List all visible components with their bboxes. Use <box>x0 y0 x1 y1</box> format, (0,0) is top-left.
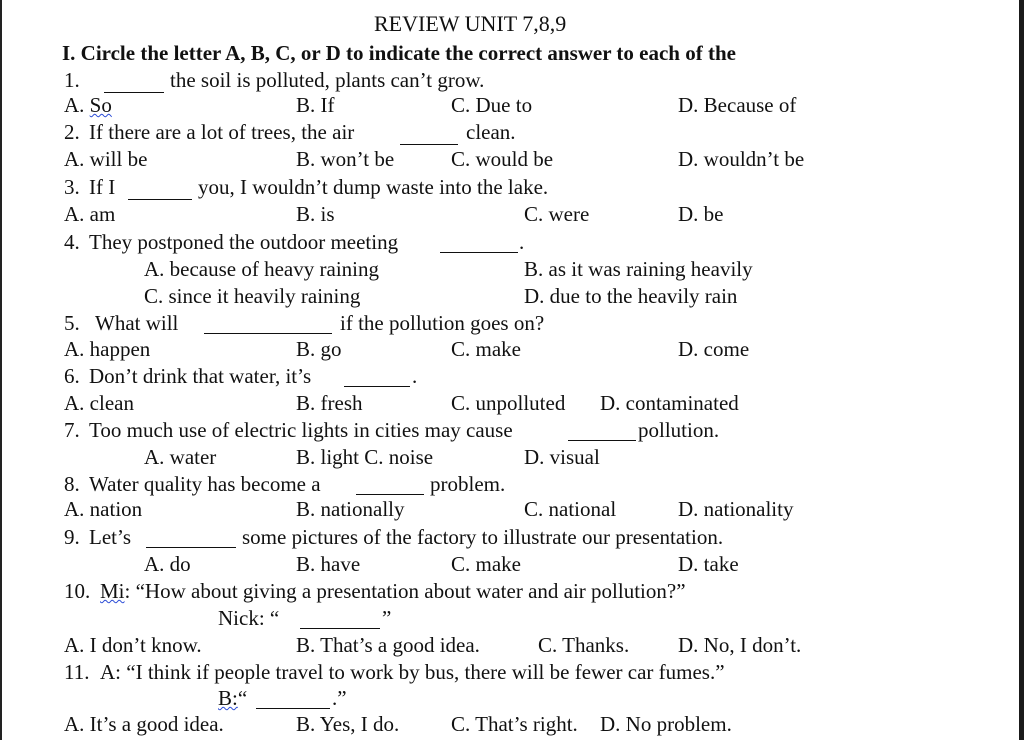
q5-text-before: What will <box>95 311 179 335</box>
q4-text-after: . <box>519 230 525 254</box>
q8-option-d[interactable]: D. nationality <box>678 497 794 521</box>
q8-text-before: Water quality has become a <box>89 472 321 496</box>
q4-number: 4. <box>64 230 80 254</box>
q2-blank[interactable] <box>400 144 458 145</box>
q2-number: 2. <box>64 120 80 144</box>
q6-option-a[interactable]: A. clean <box>64 391 134 415</box>
q5-number: 5. <box>64 311 80 335</box>
q8-blank[interactable] <box>356 494 424 495</box>
q2-option-b[interactable]: B. won’t be <box>296 147 395 171</box>
q6-blank[interactable] <box>344 386 410 387</box>
right-border <box>1019 0 1024 740</box>
q11-number: 11. <box>64 660 90 684</box>
q10-option-c[interactable]: C. Thanks. <box>538 633 630 657</box>
q1-option-a[interactable]: A. So <box>64 93 112 117</box>
q9-option-d[interactable]: D. take <box>678 552 739 576</box>
q1-option-c[interactable]: C. Due to <box>451 93 533 117</box>
q11-option-c[interactable]: C. That’s right. <box>451 712 578 736</box>
q11-close-quote: .” <box>332 686 347 710</box>
q10-line1: Mi: “How about giving a presentation about water and air pollution?” <box>100 579 686 603</box>
q4-option-c[interactable]: C. since it heavily raining <box>144 284 361 308</box>
q6-option-b[interactable]: B. fresh <box>296 391 363 415</box>
q10-option-a[interactable]: A. I don’t know. <box>64 633 202 657</box>
q7-text-before: Too much use of electric lights in cities may cause <box>89 418 513 442</box>
q2-text-before: If there are a lot of trees, the air <box>89 120 355 144</box>
q9-text-before: Let’s <box>89 525 131 549</box>
q8-option-c[interactable]: C. national <box>524 497 617 521</box>
q1-text-after: the soil is polluted, plants can’t grow. <box>170 68 485 92</box>
q1-option-d[interactable]: D. Because of <box>678 93 797 117</box>
q9-blank[interactable] <box>146 547 236 548</box>
q3-number: 3. <box>64 175 80 199</box>
q3-option-b[interactable]: B. is <box>296 202 335 226</box>
q2-option-c[interactable]: C. would be <box>451 147 554 171</box>
q9-option-b[interactable]: B. have <box>296 552 361 576</box>
q5-option-b[interactable]: B. go <box>296 337 342 361</box>
q3-option-c[interactable]: C. were <box>524 202 590 226</box>
q4-blank[interactable] <box>440 252 518 253</box>
q9-option-a[interactable]: A. do <box>144 552 191 576</box>
q11-option-b[interactable]: B. Yes, I do. <box>296 712 400 736</box>
q8-number: 8. <box>64 472 80 496</box>
q6-option-c[interactable]: C. unpolluted <box>451 391 566 415</box>
q8-option-a[interactable]: A. nation <box>64 497 143 521</box>
q10-blank[interactable] <box>300 628 380 629</box>
q11-speaker-b-label: B: <box>218 686 238 710</box>
q7-blank[interactable] <box>568 440 636 441</box>
q4-option-a[interactable]: A. because of heavy raining <box>144 257 379 281</box>
q3-option-d[interactable]: D. be <box>678 202 724 226</box>
q10-nick-prefix: Nick: “ <box>218 606 280 630</box>
q7-option-d[interactable]: D. visual <box>524 445 600 469</box>
q3-option-a[interactable]: A. am <box>64 202 116 226</box>
left-border <box>0 0 2 740</box>
q3-text-after: you, I wouldn’t dump waste into the lake. <box>198 175 549 199</box>
q10-option-d[interactable]: D. No, I don’t. <box>678 633 802 657</box>
q6-text-before: Don’t drink that water, it’s <box>89 364 312 388</box>
q9-text-after: some pictures of the factory to illustrate our presentation. <box>242 525 724 549</box>
q11-speaker-b: B:“ <box>218 686 248 710</box>
q10-number: 10. <box>64 579 91 603</box>
q11-line1: A: “I think if people travel to work by bus, there will be fewer car fumes.” <box>100 660 725 684</box>
q5-text-after: if the pollution goes on? <box>340 311 545 335</box>
q6-text-after: . <box>412 364 418 388</box>
q5-blank[interactable] <box>204 333 332 334</box>
q9-option-c[interactable]: C. make <box>451 552 521 576</box>
q4-option-b[interactable]: B. as it was raining heavily <box>524 257 753 281</box>
q11-option-d[interactable]: D. No problem. <box>600 712 732 736</box>
q7-text-after: pollution. <box>638 418 720 442</box>
q11-option-a[interactable]: A. It’s a good idea. <box>64 712 224 736</box>
q4-option-d[interactable]: D. due to the heavily rain <box>524 284 738 308</box>
q8-text-after: problem. <box>430 472 506 496</box>
q1-number: 1. <box>64 68 80 92</box>
q6-option-d[interactable]: D. contaminated <box>600 391 739 415</box>
q4-text-before: They postponed the outdoor meeting <box>89 230 399 254</box>
q11-blank[interactable] <box>256 708 330 709</box>
q3-blank[interactable] <box>128 199 192 200</box>
q10-option-b[interactable]: B. That’s a good idea. <box>296 633 480 657</box>
q10-speaker-mi: Mi <box>100 579 125 603</box>
q1-blank[interactable] <box>104 92 164 93</box>
q1-option-b[interactable]: B. If <box>296 93 335 117</box>
q7-number: 7. <box>64 418 80 442</box>
q3-text-before: If I <box>89 175 116 199</box>
q7-option-bc[interactable]: B. light C. noise <box>296 445 434 469</box>
q1-option-a-word: So <box>89 93 112 117</box>
q9-number: 9. <box>64 525 80 549</box>
page-title: REVIEW UNIT 7,8,9 <box>374 11 567 36</box>
q5-option-a[interactable]: A. happen <box>64 337 151 361</box>
q5-option-c[interactable]: C. make <box>451 337 521 361</box>
q10-close-quote: ” <box>382 606 392 630</box>
q2-text-after: clean. <box>466 120 516 144</box>
q2-option-a[interactable]: A. will be <box>64 147 148 171</box>
q5-option-d[interactable]: D. come <box>678 337 750 361</box>
q2-option-d[interactable]: D. wouldn’t be <box>678 147 805 171</box>
instruction: I. Circle the letter A, B, C, or D to indicate the correct answer to each of the <box>62 41 736 65</box>
q8-option-b[interactable]: B. nationally <box>296 497 405 521</box>
q6-number: 6. <box>64 364 80 388</box>
q7-option-a[interactable]: A. water <box>144 445 217 469</box>
